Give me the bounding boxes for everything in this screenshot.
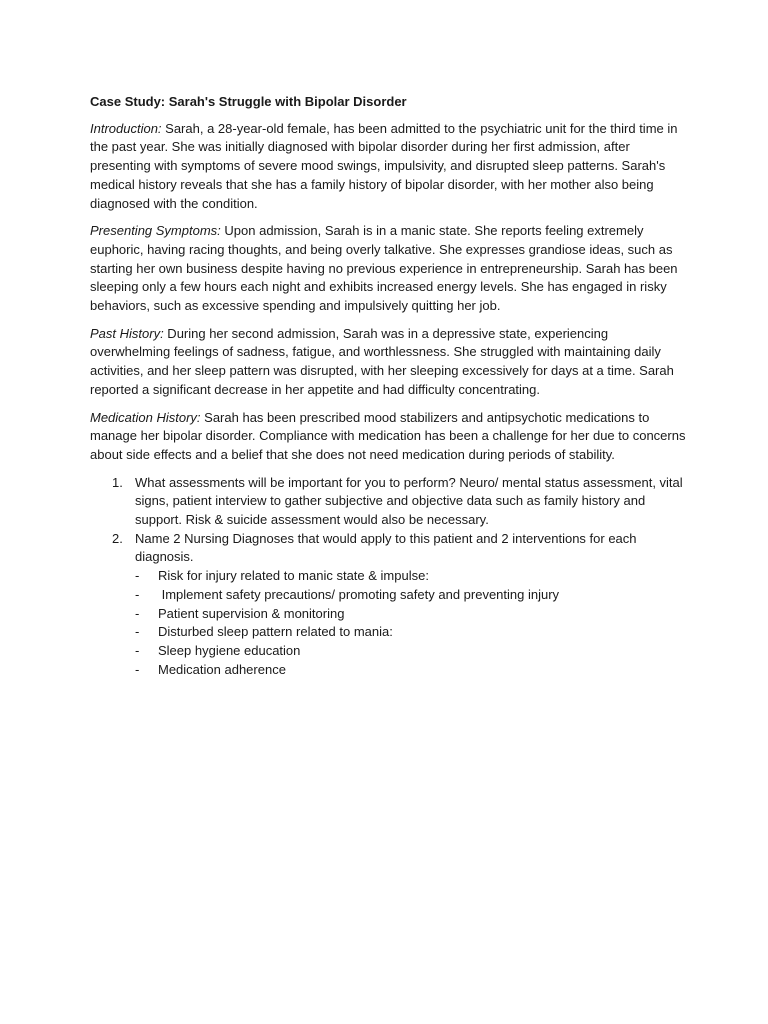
answer-bullet-text: Sleep hygiene education <box>158 642 301 658</box>
answer-bullet <box>135 642 690 661</box>
paragraph-text: Sarah has been prescribed mood stabilizers and antipsychotic medications to manage her bipolar disorder. Compliance with medication has been a challenge for her due to concerns about side effects and a belief that she does not need medication during periods of stability. <box>90 409 686 462</box>
paragraph-lead: Medication History: <box>90 409 201 425</box>
answer-bullet-text: Implement safety precautions/ promoting safety and preventing injury <box>158 586 560 602</box>
answer-bullet <box>135 605 690 624</box>
paragraph-lead: Past History: <box>90 325 164 341</box>
question-number: 2. <box>112 530 123 546</box>
dash-marker: - <box>135 605 140 621</box>
answer-bullet-list <box>135 567 690 679</box>
paragraph-lead: Presenting Symptoms: <box>90 223 221 239</box>
question-text: What assessments will be important for you to perform? Neuro/ mental status assessment, vital signs, patient interview to gather subjective and objective data such as family history and support. Risk & suicide assessment would also be necessary. <box>135 474 683 528</box>
paragraph-presenting-symptoms <box>90 222 690 316</box>
paragraph-text: Sarah, a 28-year-old female, has been admitted to the psychiatric unit for the third time in the past year. She was initially diagnosed with bipolar disorder during her first admission, after presenting with symptoms of severe mood swings, impulsivity, and disrupted sleep patterns. Sarah's medical history reveals that she has a family history of bipolar disorder, with her mother also being diagnosed with the condition. <box>90 120 678 211</box>
answer-bullet-text: Disturbed sleep pattern related to mania: <box>158 624 393 640</box>
dash-marker: - <box>135 661 140 677</box>
question-list <box>90 474 690 680</box>
answer-bullet <box>135 661 690 680</box>
answer-bullet-text: Risk for injury related to manic state & impulse: <box>158 568 429 584</box>
paragraph-medication-history <box>90 409 690 465</box>
answer-bullet <box>135 586 690 605</box>
answer-bullet <box>135 567 690 586</box>
dash-marker: - <box>135 568 140 584</box>
question-text: Name 2 Nursing Diagnoses that would apply to this patient and 2 interventions for each diagnosis. <box>135 530 637 565</box>
answer-bullet-text: Patient supervision & monitoring <box>158 605 345 621</box>
dash-marker: - <box>135 642 140 658</box>
question-item <box>90 530 690 680</box>
paragraph-text: Upon admission, Sarah is in a manic state. She reports feeling extremely euphoric, having racing thoughts, and being overly talkative. She expresses grandiose ideas, such as starting her own business despite having no previous experience in entrepreneurship. Sarah has been sleeping only a few hours each night and exhibits increased energy levels. She has engaged in risky behaviors, such as excessive spending and impulsively quitting her job. <box>90 223 678 314</box>
answer-bullet-text: Medication adherence <box>158 661 286 677</box>
paragraph-text: During her second admission, Sarah was in a depressive state, experiencing overwhelming feelings of sadness, fatigue, and worthlessness. She struggled with maintaining daily activities, and her sleep pattern was disrupted, with her sleeping excessively for days at a time. Sarah reported a significant decrease in her appetite and had difficulty concentrating. <box>90 325 674 397</box>
paragraph-lead: Introduction: <box>90 120 162 136</box>
question-item <box>90 474 690 530</box>
document-title: Case Study: Sarah's Struggle with Bipolar Disorder <box>90 94 407 109</box>
paragraph-introduction <box>90 120 690 214</box>
answer-bullet <box>135 623 690 642</box>
paragraph-past-history <box>90 325 690 400</box>
dash-marker: - <box>135 586 140 602</box>
dash-marker: - <box>135 624 140 640</box>
document-page <box>90 93 690 679</box>
question-number: 1. <box>112 474 123 490</box>
